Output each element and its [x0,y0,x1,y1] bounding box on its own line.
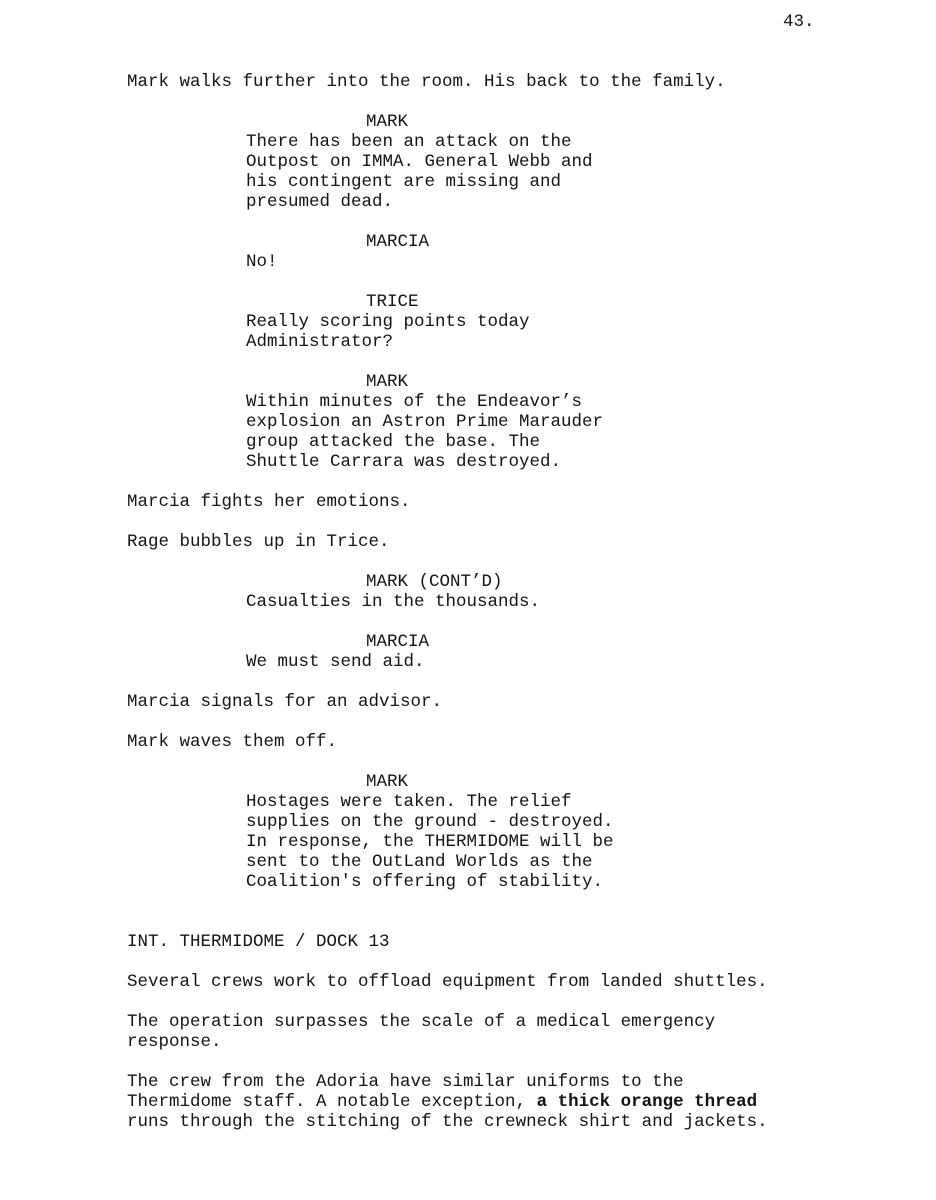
action-line: Rage bubbles up in Trice. [127,532,390,552]
action-line-with-emphasis [127,1092,757,1112]
dialogue-line: Outpost on IMMA. General Webb and [246,152,593,172]
character-name: MARCIA [366,632,430,652]
dialogue-line: explosion an Astron Prime Marauder [246,412,604,432]
character-name: MARK (CONT’D) [366,572,503,592]
action-line: Marcia fights her emotions. [127,492,411,512]
character-name: MARK [366,372,409,392]
action-line: Marcia signals for an advisor. [127,692,443,712]
dialogue-line: Hostages were taken. The relief [246,792,572,812]
dialogue-line: We must send aid. [246,652,425,672]
action-line: response. [127,1032,222,1052]
action-line: Mark walks further into the room. His back to the family. [127,72,726,92]
character-name: MARCIA [366,232,430,252]
dialogue-line: No! [246,252,278,272]
dialogue-line: group attacked the base. The [246,432,541,452]
dialogue-line: Within minutes of the Endeavor’s [246,392,583,412]
dialogue-line: Really scoring points today [246,312,530,332]
dialogue-line: Shuttle Carrara was destroyed. [246,452,562,472]
action-line: The operation surpasses the scale of a medical emergency [127,1012,716,1032]
action-text: Thermidome staff. A notable exception, [127,1092,537,1112]
action-line: Several crews work to offload equipment from landed shuttles. [127,972,768,992]
dialogue-line: Administrator? [246,332,394,352]
dialogue-line: Coalition's offering of stability. [246,872,604,892]
emphasis-text: a thick orange thread [536,1092,758,1112]
page-number: 43. [783,12,815,32]
action-line: runs through the stitching of the crewneck shirt and jackets. [127,1112,768,1132]
dialogue-line: In response, the THERMIDOME will be [246,832,614,852]
character-name: TRICE [366,292,419,312]
dialogue-line: Casualties in the thousands. [246,592,541,612]
dialogue-line: There has been an attack on the [246,132,572,152]
dialogue-line: sent to the OutLand Worlds as the [246,852,593,872]
action-line: The crew from the Adoria have similar uniforms to the [127,1072,684,1092]
dialogue-line: presumed dead. [246,192,394,212]
action-line: Mark waves them off. [127,732,338,752]
scene-heading: INT. THERMIDOME / DOCK 13 [127,932,390,952]
character-name: MARK [366,772,409,792]
dialogue-line: supplies on the ground - destroyed. [246,812,614,832]
dialogue-line: his contingent are missing and [246,172,562,192]
character-name: MARK [366,112,409,132]
